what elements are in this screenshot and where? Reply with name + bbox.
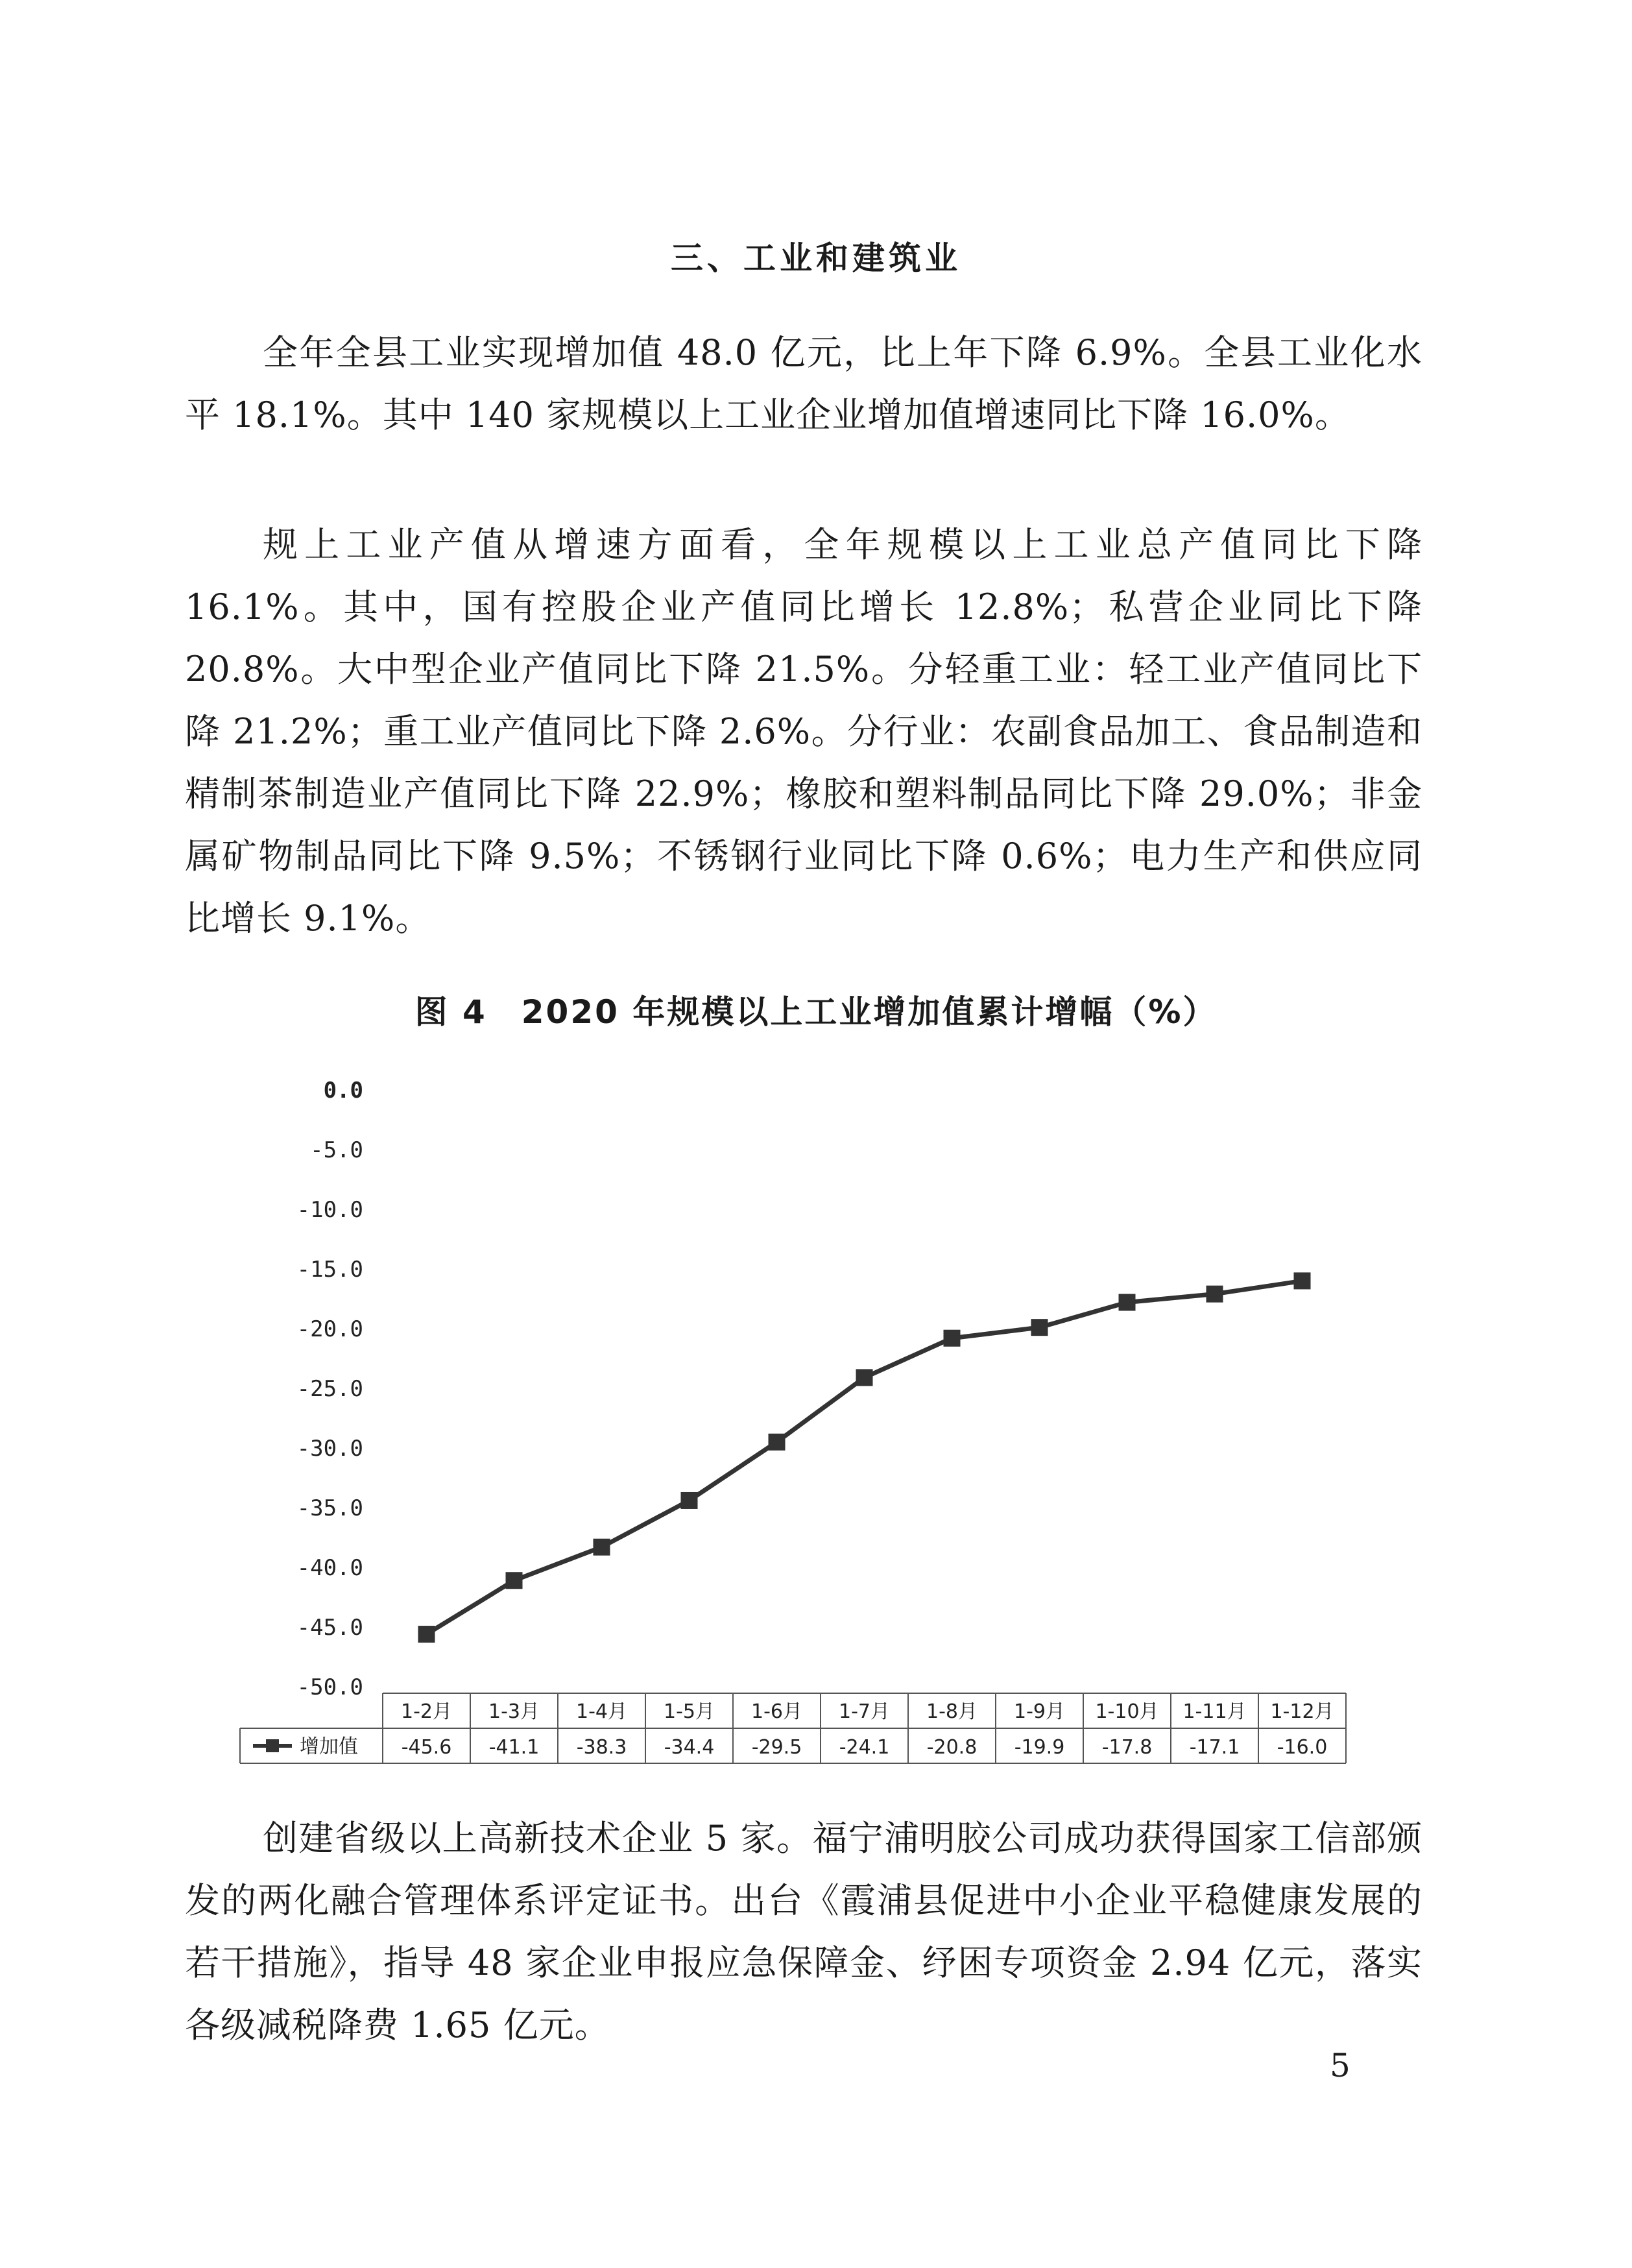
data-value-label: -29.5	[751, 1736, 802, 1759]
x-category-label: 1-11月	[1182, 1700, 1247, 1723]
y-tick-label: -20.0	[296, 1316, 363, 1342]
data-point-marker	[769, 1434, 786, 1451]
data-value-label: -20.8	[926, 1736, 978, 1759]
x-category-label: 1-8月	[926, 1700, 978, 1723]
data-value-label: -41.1	[488, 1736, 540, 1759]
data-point-marker	[856, 1369, 873, 1386]
legend-label: 增加值	[300, 1735, 358, 1758]
data-value-label: -24.1	[839, 1736, 890, 1759]
y-tick-label: -15.0	[296, 1257, 363, 1283]
y-tick-label: -40.0	[296, 1555, 363, 1581]
data-point-marker	[1031, 1319, 1048, 1336]
data-value-label: -45.6	[401, 1736, 452, 1759]
data-point-marker	[1294, 1272, 1311, 1289]
data-point-marker	[944, 1330, 961, 1347]
page-number: 5	[1330, 2047, 1350, 2084]
y-tick-label: -35.0	[296, 1495, 363, 1521]
x-category-label: 1-12月	[1270, 1700, 1334, 1723]
paragraph-industry-value: 全年全县工业实现增加值 48.0 亿元，比上年下降 6.9%。全县工业化水平 18.1%。其中 140 家规模以上工业企业增加值增速同比下降 16.0%。	[185, 332, 1422, 435]
line-chart	[234, 1064, 1375, 1791]
data-table	[240, 1693, 1346, 1763]
series-marker-group	[418, 1272, 1311, 1643]
x-category-label: 1-6月	[751, 1700, 802, 1723]
x-category-label: 1-5月	[664, 1700, 715, 1723]
data-value-label: -16.0	[1277, 1736, 1328, 1759]
y-axis-ticks	[297, 1078, 363, 1700]
data-value-label: -34.4	[664, 1736, 715, 1759]
data-value-label: -17.8	[1101, 1736, 1153, 1759]
x-category-label: 1-9月	[1014, 1700, 1065, 1723]
y-tick-label: -30.0	[296, 1436, 363, 1462]
figure-title: 图 4 2020 年规模以上工业增加值累计增幅（%）	[414, 993, 1218, 1031]
x-category-label: 1-3月	[488, 1700, 540, 1723]
data-value-label: -17.1	[1189, 1736, 1240, 1759]
y-tick-label: -5.0	[310, 1137, 363, 1163]
data-point-marker	[418, 1626, 435, 1643]
y-tick-label: -50.0	[296, 1674, 363, 1700]
data-point-marker	[681, 1492, 698, 1509]
data-value-label: -19.9	[1014, 1736, 1065, 1759]
data-value-label: -38.3	[576, 1736, 627, 1759]
data-point-marker	[506, 1572, 523, 1589]
series-line-group	[427, 1281, 1302, 1634]
y-tick-label: 0.0	[323, 1078, 363, 1104]
y-tick-label: -10.0	[296, 1197, 363, 1223]
section-title: 三、工业和建筑业	[671, 239, 961, 277]
y-tick-label: -45.0	[296, 1615, 363, 1641]
data-point-marker	[594, 1539, 610, 1556]
x-category-label: 1-7月	[839, 1700, 890, 1723]
paragraph-enterprise-support: 创建省级以上高新技术企业 5 家。福宁浦明胶公司成功获得国家工信部颁发的两化融合管理体系评定证书。出台《霞浦县促进中小企业平稳健康发展的若干措施》，指导 48 家企业申报应急保障金、纾困专项资金 2.94 亿元，落实各级减税降费 1.65 亿元。	[185, 1818, 1422, 2045]
y-tick-label: -25.0	[296, 1376, 363, 1402]
data-point-marker	[1119, 1294, 1136, 1311]
x-category-label: 1-10月	[1095, 1700, 1159, 1723]
x-category-label: 1-4月	[576, 1700, 627, 1723]
x-category-label: 1-2月	[401, 1700, 452, 1723]
data-point-marker	[1206, 1286, 1223, 1303]
legend-marker	[266, 1739, 279, 1752]
series-line	[427, 1281, 1302, 1634]
paragraph-industry-output: 规上工业产值从增速方面看，全年规模以上工业总产值同比下降 16.1%。其中，国有控股企业产值同比增长 12.8%；私营企业同比下降 20.8%。大中型企业产值同比下降 21.5%。分轻重工业：轻工业产值同比下降 21.2%；重工业产值同比下降 2.6%。分行业：农副食品加工、食品制造和精制茶制造业产值同比下降 22.9%；橡胶和塑料制品同比下降 29.0%；非金属矿物制品同比下降 9.5%；不锈钢行业同比下降 0.6%；电力生产和供应同比增长 9.1%。	[185, 524, 1422, 939]
